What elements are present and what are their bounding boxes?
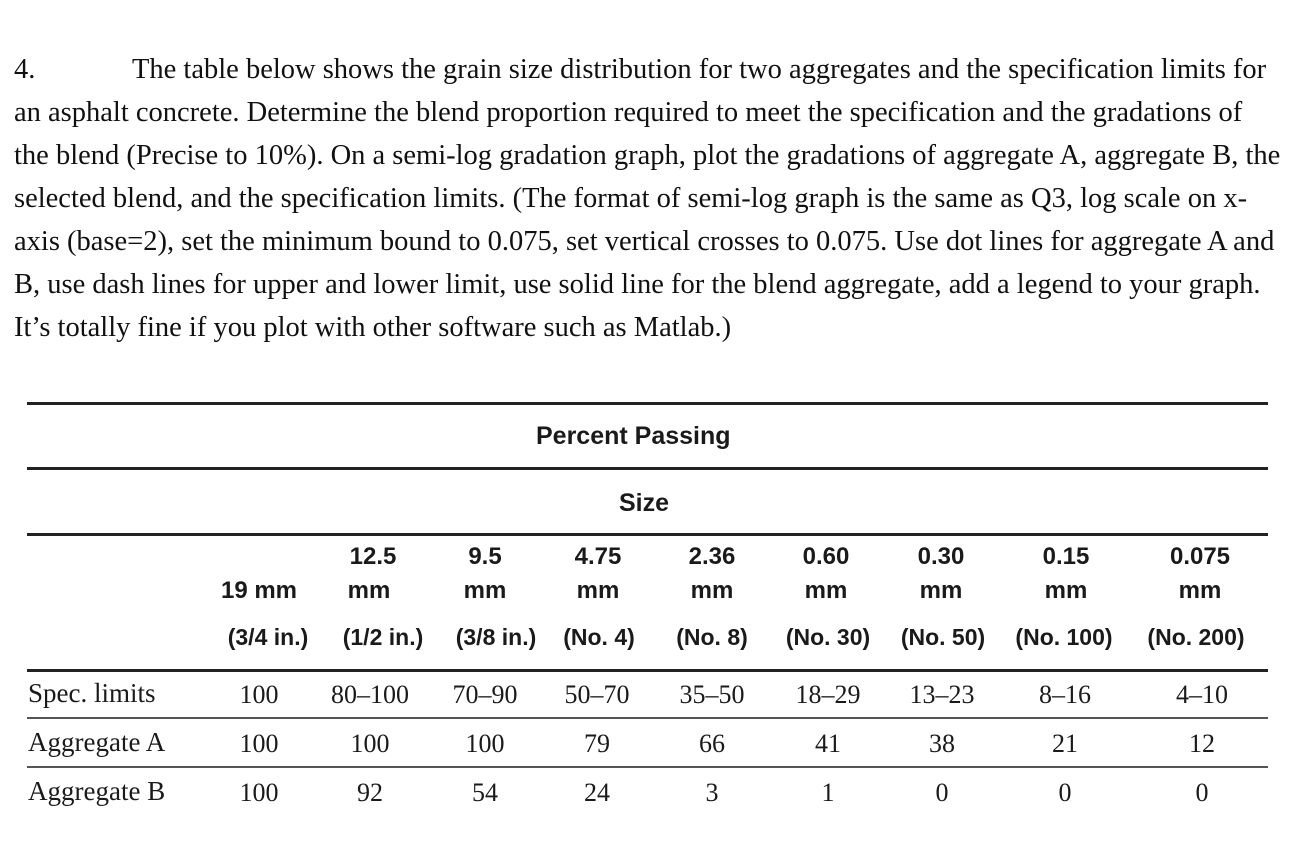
row-divider-1 [27, 717, 1268, 719]
table-cell: 79 [584, 729, 610, 758]
table-cell: 13–23 [909, 680, 975, 709]
column-mm: 19 mm [220, 577, 298, 604]
column-size: 0.30 [917, 543, 965, 570]
table-cell: 41 [815, 729, 841, 758]
table-cell: 66 [699, 729, 725, 758]
table-cell: 50–70 [564, 680, 630, 709]
column-mm: mm [804, 577, 848, 604]
table-cell: 0 [1195, 778, 1209, 807]
column-inch: (3/4 in.) [227, 624, 309, 650]
column-size: 12.5 [349, 543, 397, 570]
column-mm: mm [1178, 577, 1222, 604]
column-mm: mm [690, 577, 734, 604]
table-cell: 54 [472, 778, 498, 807]
table-top-rule [27, 402, 1268, 405]
table-cell: 38 [929, 729, 955, 758]
table-cell: 80–100 [331, 680, 409, 709]
row-label: Aggregate A [28, 727, 166, 757]
column-inch: (1/2 in.) [342, 624, 424, 650]
table-cell: 100 [239, 680, 279, 709]
size-bottom-rule [27, 533, 1268, 536]
table-cell: 24 [584, 778, 610, 807]
table-cell: 3 [705, 778, 719, 807]
column-size: 0.60 [802, 543, 850, 570]
table-title: Percent Passing [536, 422, 731, 450]
problem-text: The table below shows the grain size distribution for two aggregates and the specification limits for an asphalt concrete. Determine the blend proportion required to meet the specification and the gradations of the blend (Precise to 10%). On a semi-log gradation graph, plot the gradations of aggregate A, aggregate B, the selected blend, and the specification limits. (The format of semi-log graph is the same as Q3, log scale on x-axis (base=2), set the minimum bound to 0.075, set vertical crosses to 0.075. Use dot lines for aggregate A and B, use dash lines for upper and lower limit, use solid line for the blend aggregate, add a legend to your graph. It’s totally fine if you plot with other software such as Matlab.) [14, 54, 1281, 343]
row-label: Aggregate B [28, 776, 166, 806]
table-cell: 12 [1189, 729, 1215, 758]
table-cell: 100 [239, 729, 279, 758]
title-bottom-rule [27, 467, 1268, 470]
table-cell: 1 [821, 778, 835, 807]
column-size: 9.5 [468, 543, 502, 570]
column-size: 0.075 [1169, 543, 1231, 570]
table-cell: 92 [357, 778, 383, 807]
table-cell: 100 [350, 729, 390, 758]
table-cell: 8–16 [1039, 680, 1091, 709]
column-mm: mm [919, 577, 963, 604]
table-cell: 70–90 [452, 680, 518, 709]
column-inch: (No. 30) [785, 624, 871, 650]
table-cell: 0 [935, 778, 949, 807]
table-cell: 100 [239, 778, 279, 807]
column-size: 0.15 [1042, 543, 1090, 570]
problem-statement [14, 48, 1284, 349]
column-inch: (No. 100) [1015, 624, 1113, 650]
column-mm: mm [347, 577, 391, 604]
column-inch: (No. 200) [1147, 624, 1245, 650]
column-mm: mm [463, 577, 507, 604]
column-mm: mm [1044, 577, 1088, 604]
row-divider-2 [27, 766, 1268, 768]
column-size: 2.36 [688, 543, 736, 570]
column-inch: (No. 50) [900, 624, 986, 650]
column-inch: (3/8 in.) [455, 624, 537, 650]
table-cell: 35–50 [679, 680, 745, 709]
problem-number: 4. [14, 54, 36, 85]
column-inch: (No. 4) [563, 624, 635, 650]
column-inch: (No. 8) [676, 624, 748, 650]
table-cell: 4–10 [1176, 680, 1228, 709]
table-cell: 21 [1052, 729, 1078, 758]
size-header: Size [619, 489, 670, 517]
header-bottom-rule [27, 669, 1268, 672]
table-cell: 18–29 [795, 680, 861, 709]
column-mm: mm [576, 577, 620, 604]
row-label: Spec. limits [28, 678, 156, 708]
column-size: 4.75 [574, 543, 622, 570]
table-cell: 100 [465, 729, 505, 758]
table-cell: 0 [1058, 778, 1072, 807]
